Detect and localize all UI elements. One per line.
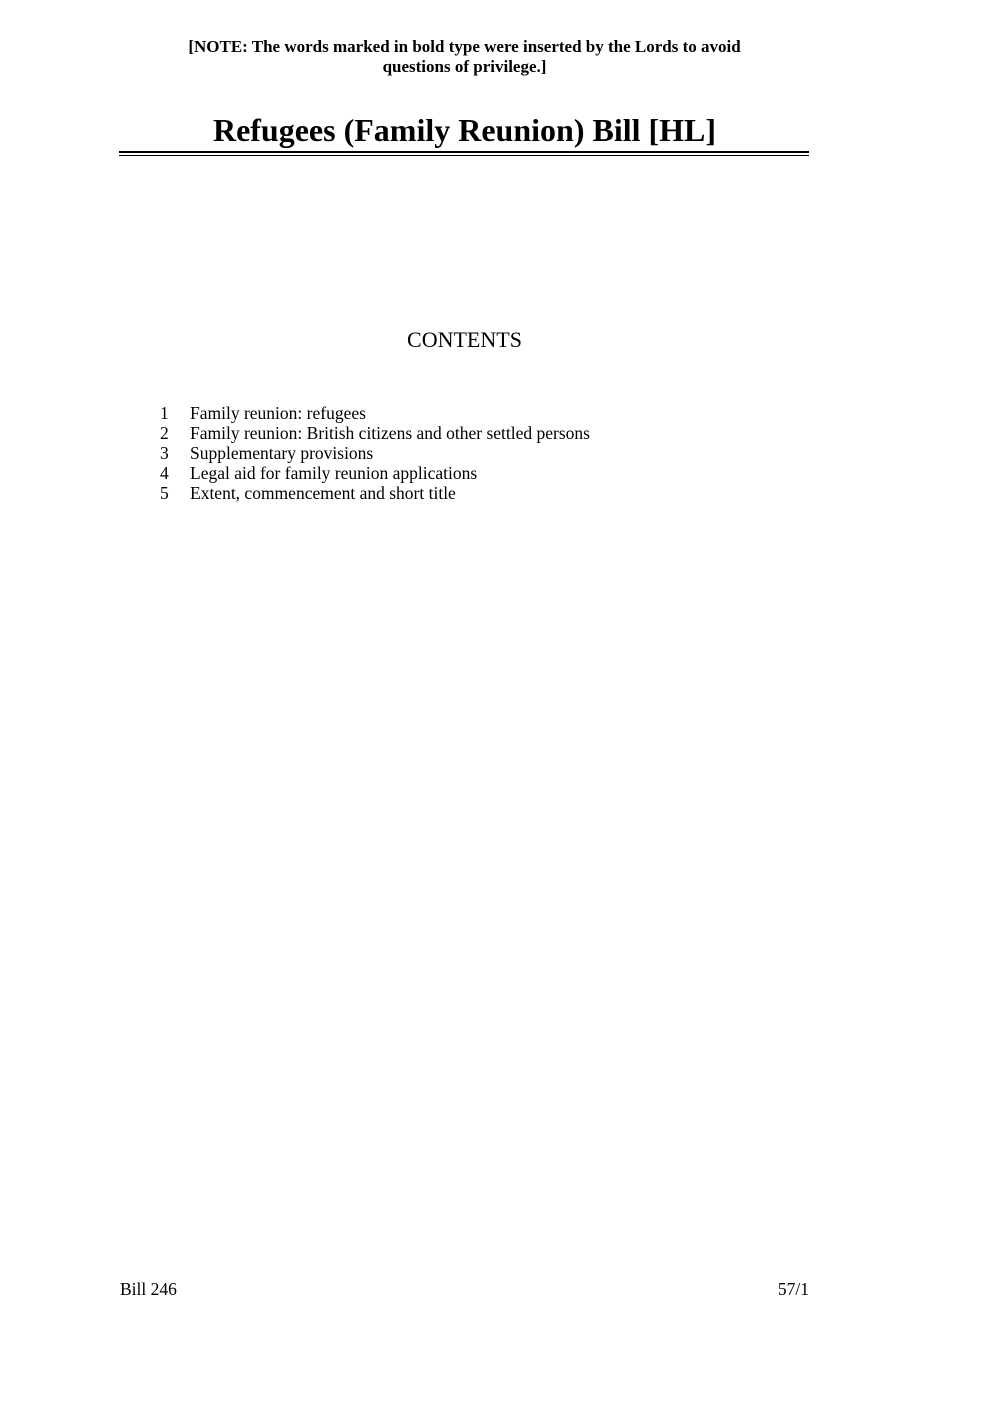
contents-item-label: Supplementary provisions — [190, 443, 374, 463]
contents-item — [156, 443, 590, 463]
contents-item-label: Family reunion: British citizens and other settled persons — [190, 423, 590, 443]
title-double-rule — [119, 151, 809, 156]
privilege-note — [120, 37, 809, 77]
contents-item-number: 5 — [160, 483, 169, 503]
contents-item — [156, 483, 590, 503]
bill-number: Bill 246 — [120, 1279, 177, 1299]
contents-list — [156, 403, 590, 503]
privilege-note-line-2: questions of privilege.] — [382, 57, 547, 76]
contents-item-number: 3 — [160, 443, 169, 463]
privilege-note-line-1: [NOTE: The words marked in bold type were inserted by the Lords to avoid — [188, 37, 741, 56]
contents-item-label: Legal aid for family reunion applications — [190, 463, 478, 483]
bill-title: Refugees (Family Reunion) Bill [HL] — [212, 112, 717, 148]
contents-item-label: Family reunion: refugees — [190, 403, 366, 423]
session-reference: 57/1 — [777, 1279, 809, 1299]
contents-item-number: 4 — [160, 463, 169, 483]
contents-item-number: 1 — [160, 403, 169, 423]
contents-item-number: 2 — [160, 423, 169, 443]
contents-item — [156, 423, 590, 443]
contents-heading: CONTENTS — [407, 327, 522, 352]
contents-item — [156, 403, 590, 423]
contents-item — [156, 463, 590, 483]
contents-item-label: Extent, commencement and short title — [190, 483, 456, 503]
